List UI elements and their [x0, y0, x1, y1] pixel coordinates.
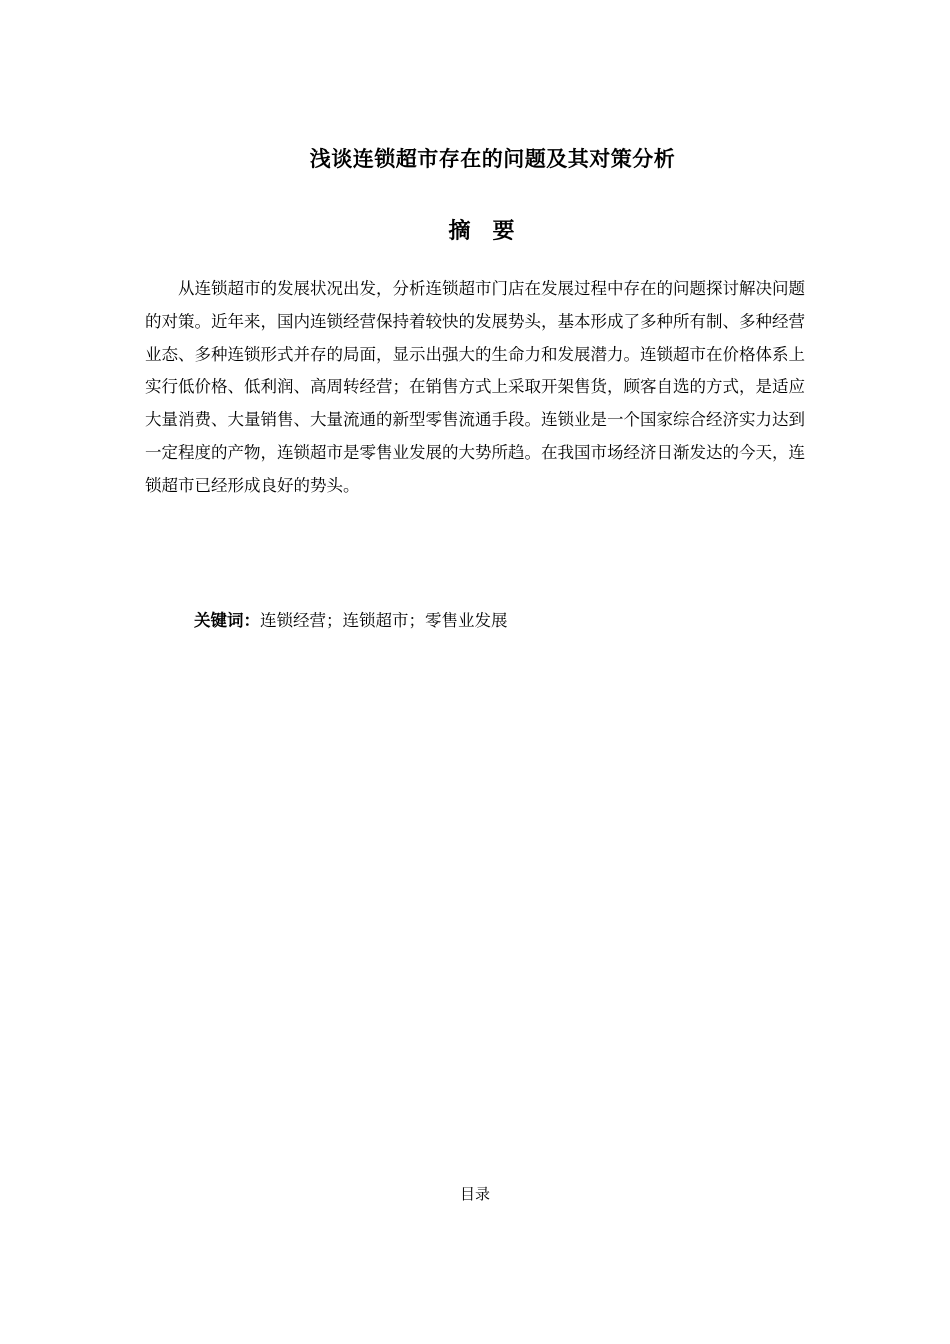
keywords-label: 关键词：: [194, 611, 260, 630]
table-of-contents-label: 目录: [459, 1185, 490, 1203]
document-title: 浅谈连锁超市存在的问题及其对策分析: [309, 147, 676, 171]
keywords-line: [194, 605, 794, 637]
abstract-heading: 摘要: [448, 219, 537, 244]
abstract-paragraph: 从连锁超市的发展状况出发，分析连锁超市门店在发展过程中存在的问题探讨解决问题的对策。近年来，国内连锁经营保持着较快的发展势头，基本形成了多种所有制、多种经营业态、多种连锁形式并存的局面，显示出强大的生命力和发展潜力。连锁超市在价格体系上实行低价格、低利润、高周转经营；在销售方式上采取开架售货，顾客自选的方式，是适应大量消费、大量销售、大量流通的新型零售流通手段。连锁业是一个国家综合经济实力达到一定程度的产物，连锁超市是零售业发展的大势所趋。在我国市场经济日渐发达的今天，连锁超市已经形成良好的势头。: [145, 279, 805, 495]
keywords-value: 连锁经营；连锁超市；零售业发展: [260, 611, 508, 630]
